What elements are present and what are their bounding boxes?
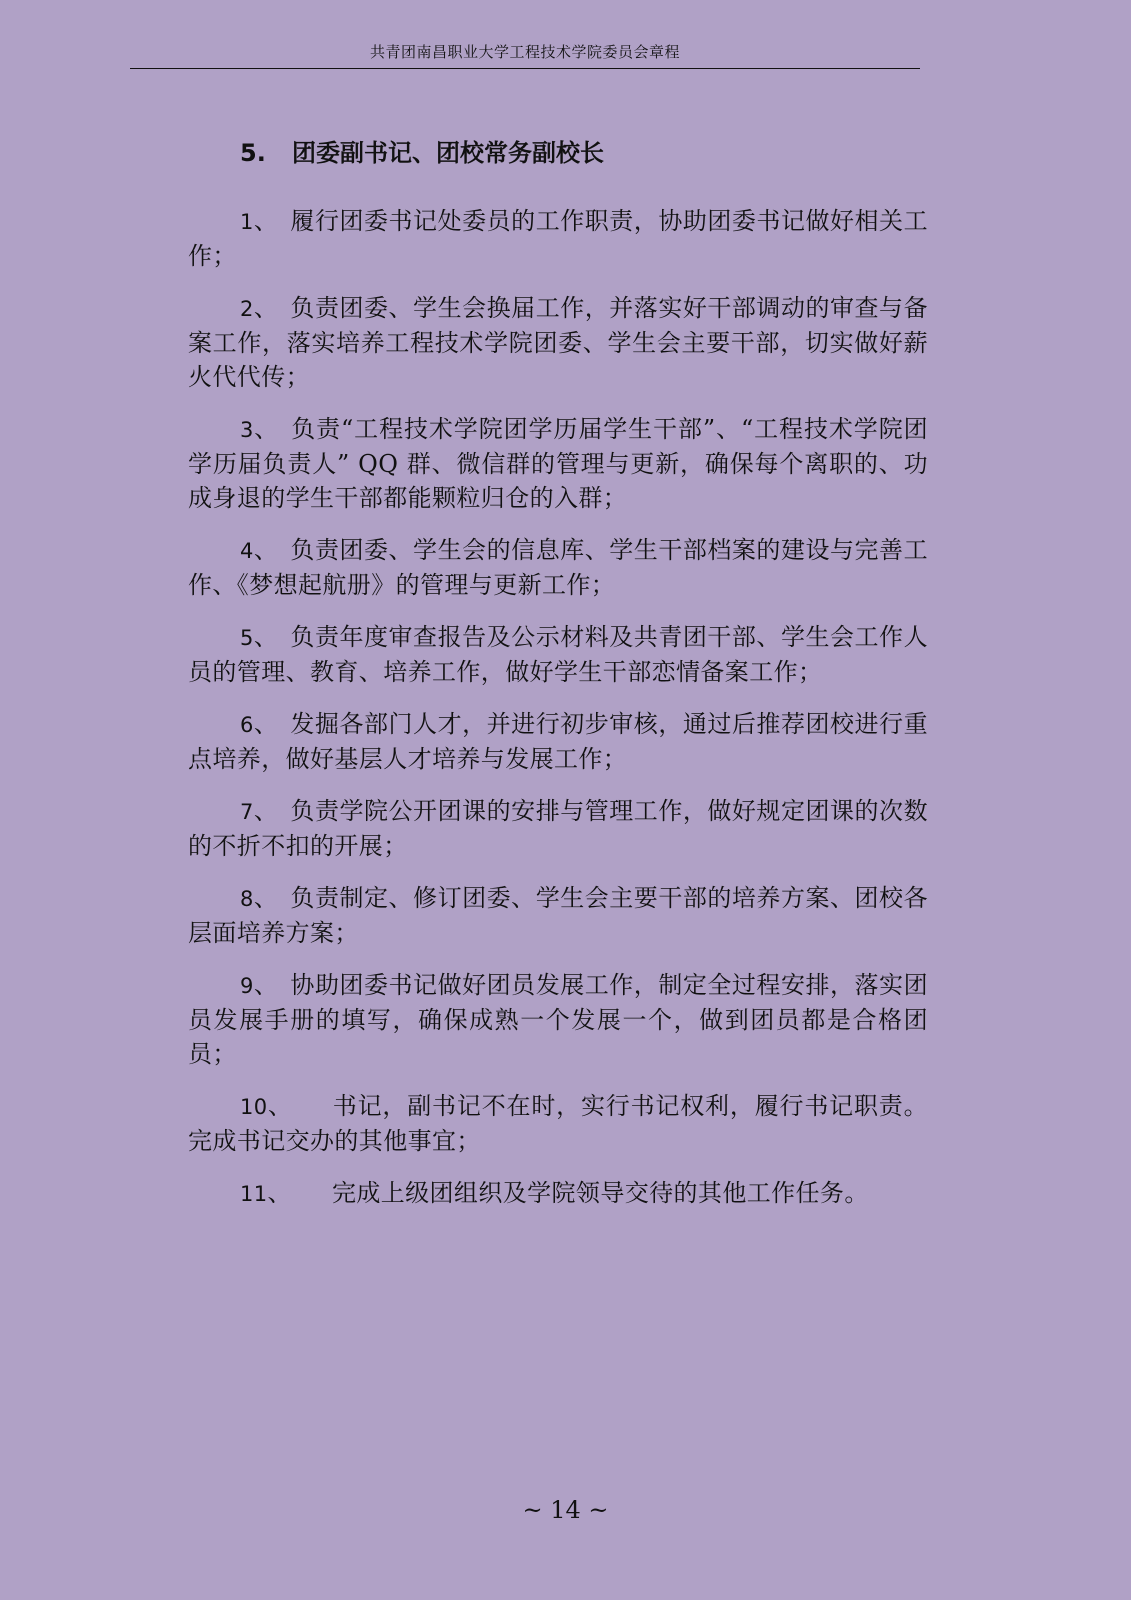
header-title: 共青团南昌职业大学工程技术学院委员会章程 (369, 43, 680, 61)
section-title-text: 团委副书记、团校常务副校长 (292, 139, 604, 167)
section-heading (240, 133, 604, 168)
item-separator: 、 (253, 623, 279, 651)
item-separator: 、 (253, 294, 279, 322)
item-separator: 、 (253, 710, 279, 738)
item-number: 3 (240, 418, 254, 442)
item-separator: 、 (253, 536, 279, 564)
item-separator: 、 (253, 415, 280, 443)
item-number: 10 (240, 1095, 268, 1119)
item-text: 完成上级团组织及学院领导交待的其他工作任务。 (331, 1179, 869, 1207)
item-number: 9 (240, 974, 254, 998)
list-item (188, 968, 928, 1071)
item-text: 负责学院公开团课的安排与管理工作，做好规定团课的次数的不折不扣的开展； (188, 797, 928, 860)
item-text: 负责“工程技术学院团学历届学生干部”、“工程技术学院团学历届负责人” QQ 群、微信群的管理与更新，确保每个离职的、功成身退的学生干部都能颗粒归仓的入群； (188, 415, 928, 512)
item-number: 6 (240, 713, 254, 737)
page-number: ~ 14 ~ (522, 1496, 609, 1524)
item-number: 7 (240, 800, 254, 824)
list-item (188, 707, 928, 776)
list-item (188, 881, 928, 950)
item-separator: 、 (267, 1092, 293, 1120)
item-number: 8 (240, 887, 254, 911)
item-text: 履行团委书记处委员的工作职责，协助团委书记做好相关工作； (188, 207, 928, 270)
item-text: 负责团委、学生会的信息库、学生干部档案的建设与完善工作、《梦想起航册》的管理与更新工作； (188, 536, 928, 599)
section-number: 5. (240, 139, 266, 167)
item-text: 协助团委书记做好团员发展工作，制定全过程安排，落实团员发展手册的填写，确保成熟一个发展一个，做到团员都是合格团员； (188, 971, 928, 1068)
list-item (188, 620, 928, 689)
item-separator: 、 (267, 1179, 292, 1207)
item-number: 11 (240, 1182, 268, 1206)
list-item (188, 204, 928, 273)
list-item (188, 1176, 928, 1211)
item-text: 负责制定、修订团委、学生会主要干部的培养方案、团校各层面培养方案； (188, 884, 928, 947)
item-text: 书记，副书记不在时，实行书记权利，履行书记职责。完成书记交办的其他事宜； (188, 1092, 928, 1155)
duty-list (188, 204, 928, 1229)
item-separator: 、 (253, 797, 279, 825)
item-number: 5 (240, 626, 254, 650)
list-item (188, 412, 928, 515)
item-text: 负责团委、学生会换届工作，并落实好干部调动的审查与备案工作，落实培养工程技术学院团委、学生会主要干部，切实做好薪火代代传； (188, 294, 928, 391)
page-header (130, 38, 920, 69)
list-item (188, 291, 928, 394)
item-text: 负责年度审查报告及公示材料及共青团干部、学生会工作人员的管理、教育、培养工作，做好学生干部恋情备案工作； (188, 623, 928, 686)
item-separator: 、 (253, 971, 279, 999)
item-number: 1 (240, 210, 254, 234)
list-item (188, 1089, 928, 1158)
item-text: 发掘各部门人才，并进行初步审核，通过后推荐团校进行重点培养，做好基层人才培养与发展工作； (188, 710, 928, 773)
item-separator: 、 (253, 884, 279, 912)
item-number: 4 (240, 539, 254, 563)
list-item (188, 794, 928, 863)
item-separator: 、 (253, 207, 279, 235)
list-item (188, 533, 928, 602)
item-number: 2 (240, 297, 254, 321)
